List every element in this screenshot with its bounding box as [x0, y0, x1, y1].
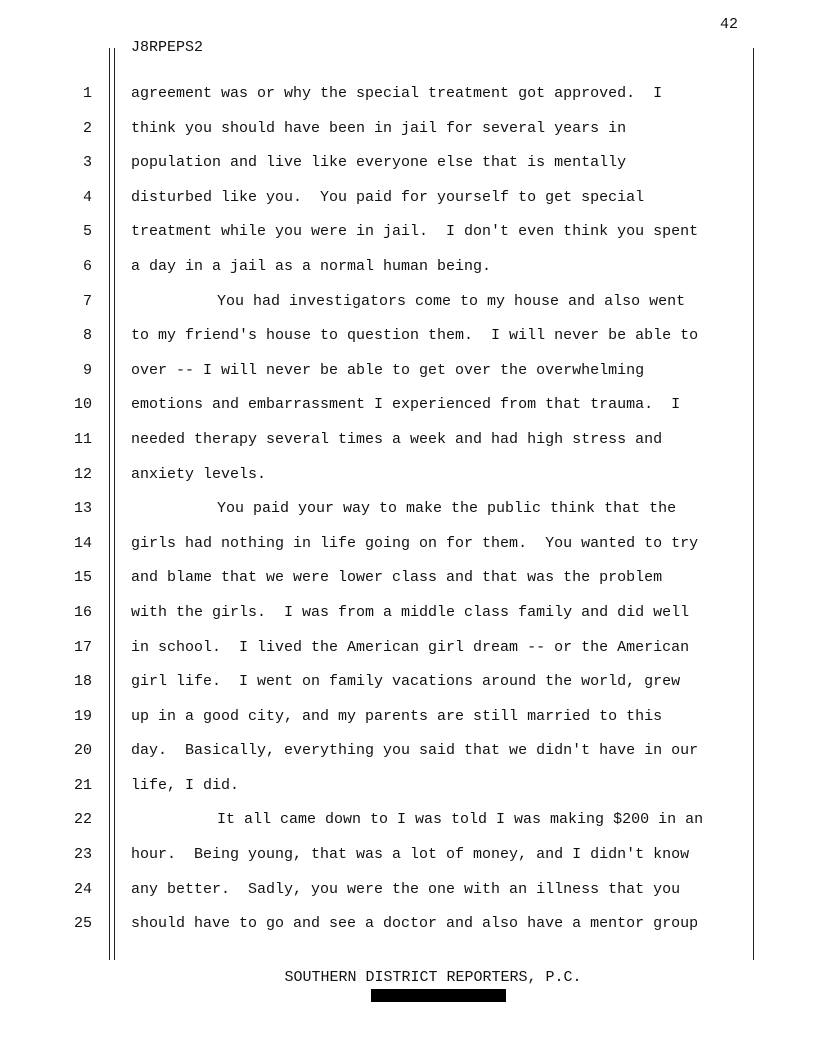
line-number: 2 — [82, 119, 92, 137]
line-number: 19 — [73, 707, 92, 725]
line-number: 5 — [82, 223, 92, 241]
transcript-line — [0, 423, 816, 458]
line-number: 25 — [73, 915, 92, 933]
line-text: agreement was or why the special treatment got approved. I — [131, 85, 663, 102]
transcript-body — [0, 77, 816, 942]
line-number: 21 — [73, 776, 92, 794]
line-text: treatment while you were in jail. I don't even think you spent — [131, 223, 699, 241]
line-text: It all came down to I was told I was making $200 in an — [217, 811, 704, 829]
transcript-line — [0, 77, 816, 112]
transcript-line — [0, 631, 816, 666]
line-number: 3 — [82, 154, 92, 172]
line-text: think you should have been in jail for several years in — [131, 119, 627, 137]
line-text: over -- I will never be able to get over the overwhelming — [131, 361, 645, 379]
transcript-line — [0, 734, 816, 769]
line-text: girls had nothing in life going on for them. You wanted to try — [131, 534, 699, 552]
line-number: 7 — [82, 292, 92, 310]
line-number: 8 — [82, 327, 92, 345]
line-text: You paid your way to make the public think that the — [217, 500, 677, 518]
transcript-line — [0, 492, 816, 527]
transcript-line — [0, 665, 816, 700]
transcript-line — [0, 354, 816, 389]
transcript-line — [0, 319, 816, 354]
line-text: emotions and embarrassment I experienced from that trauma. I — [131, 396, 681, 414]
line-number: 1 — [82, 85, 92, 102]
transcript-line — [0, 700, 816, 735]
line-text: You had investigators come to my house and also went — [217, 292, 686, 310]
page-number: 42 — [719, 16, 738, 33]
transcript-line — [0, 803, 816, 838]
line-text: hour. Being young, that was a lot of money, and I didn't know — [131, 846, 690, 864]
line-number: 16 — [73, 603, 92, 621]
line-number: 24 — [73, 880, 92, 898]
transcript-line — [0, 527, 816, 562]
transcript-line — [0, 907, 816, 942]
line-text: needed therapy several times a week and had high stress and — [131, 430, 663, 448]
line-text: anxiety levels. — [131, 465, 267, 483]
transcript-line — [0, 458, 816, 493]
line-text: up in a good city, and my parents are still married to this — [131, 707, 663, 725]
transcript-line — [0, 250, 816, 285]
transcript-line — [0, 873, 816, 908]
transcript-line — [0, 146, 816, 181]
line-text: girl life. I went on family vacations around the world, grew — [131, 673, 681, 691]
line-number: 9 — [82, 361, 92, 379]
line-number: 6 — [82, 257, 92, 275]
transcript-line — [0, 112, 816, 147]
line-number: 15 — [73, 569, 92, 587]
line-text: population and live like everyone else that is mentally — [131, 154, 627, 172]
line-number: 17 — [73, 638, 92, 656]
line-text: a day in a jail as a normal human being. — [131, 257, 492, 275]
line-text: to my friend's house to question them. I will never be able to — [131, 327, 699, 345]
line-number: 4 — [82, 188, 92, 206]
line-text: and blame that we were lower class and that was the problem — [131, 569, 663, 587]
line-text: should have to go and see a doctor and also have a mentor group — [131, 915, 699, 933]
transcript-line — [0, 838, 816, 873]
line-number: 11 — [73, 430, 92, 448]
transcript-line — [0, 388, 816, 423]
transcript-line — [0, 215, 816, 250]
transcript-line — [0, 561, 816, 596]
line-text: with the girls. I was from a middle class family and did well — [131, 603, 690, 621]
transcript-line — [0, 181, 816, 216]
line-number: 22 — [73, 811, 92, 829]
line-number: 13 — [73, 500, 92, 518]
transcript-line — [0, 285, 816, 320]
line-text: in school. I lived the American girl dream -- or the American — [131, 638, 690, 656]
line-text: disturbed like you. You paid for yourself to get special — [131, 188, 645, 206]
line-number: 12 — [73, 465, 92, 483]
line-number: 14 — [73, 534, 92, 552]
transcript-line — [0, 769, 816, 804]
line-number: 20 — [73, 742, 92, 760]
redaction-bar — [371, 989, 506, 1002]
line-number: 23 — [73, 846, 92, 864]
line-text: any better. Sadly, you were the one with an illness that you — [131, 880, 681, 898]
line-text: day. Basically, everything you said that we didn't have in our — [131, 742, 699, 760]
court-reporter-footer: SOUTHERN DISTRICT REPORTERS, P.C. — [284, 969, 582, 986]
case-identifier: J8RPEPS2 — [131, 39, 204, 56]
line-number: 10 — [73, 396, 92, 414]
line-text: life, I did. — [131, 776, 240, 794]
line-number: 18 — [73, 673, 92, 691]
transcript-line — [0, 596, 816, 631]
